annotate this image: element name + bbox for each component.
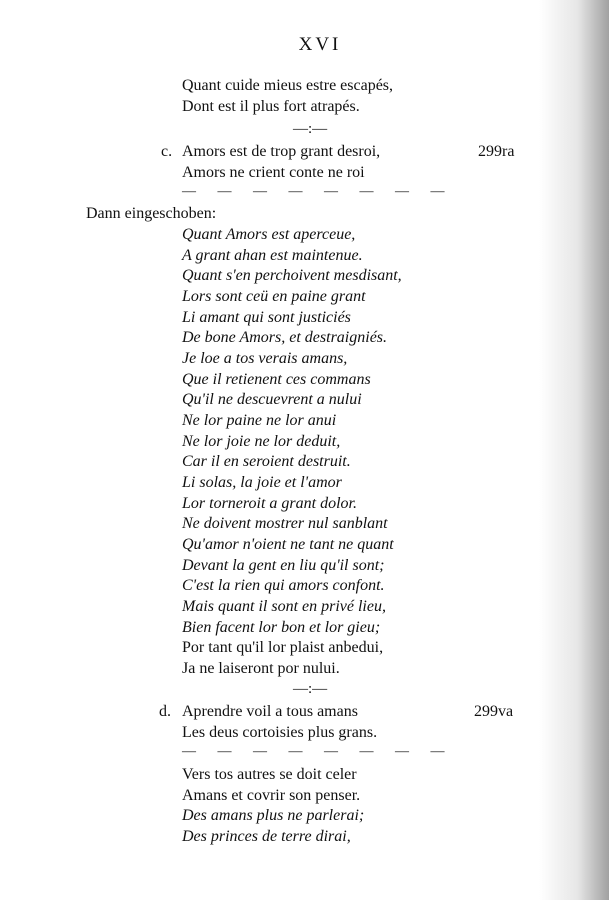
italic-verse-line: Ne lor paine ne lor anui <box>182 412 337 429</box>
italic-verse-line: Quant Amors est aperceue, <box>182 226 356 243</box>
italic-verse-line: Li solas, la joie et l'amor <box>182 474 342 491</box>
italic-verse-line: Li amant qui sont justiciés <box>182 309 351 326</box>
section-marker-c: c. <box>161 143 173 160</box>
italic-verse-line: A grant ahan est maintenue. <box>182 247 363 264</box>
verse-line: Amors ne crient conte ne roi <box>182 164 365 181</box>
interpolation-label: Dann eingeschoben: <box>86 205 217 222</box>
omission-dashes: — — — — — — — — <box>182 744 454 759</box>
verse-line: Aprendre voil a tous amans <box>182 703 358 720</box>
folio-reference-c: 299ra <box>478 143 515 160</box>
italic-verse-line: Qu'il ne descuevrent a nului <box>182 391 362 408</box>
italic-verse-line: Devant la gent en liu qu'il sont; <box>182 557 385 574</box>
italic-verse-line: Que il retienent ces commans <box>182 371 371 388</box>
section-marker-d: d. <box>159 703 171 720</box>
section-separator: —:— <box>293 681 328 697</box>
italic-verse-line: Car il en seroient destruit. <box>182 453 351 470</box>
verse-line: Amans et covrir son penser. <box>182 787 361 804</box>
italic-verse-line: Je loe a tos verais amans, <box>182 350 348 367</box>
italic-verse-line: De bone Amors, et destraigniés. <box>182 329 388 346</box>
verse-line: Amors est de trop grant desroi, <box>182 143 381 160</box>
italic-verse-line: Des amans plus ne parlerai; <box>182 807 365 824</box>
italic-verse-line: Mais quant il sont en privé lieu, <box>182 598 386 615</box>
verse-line: Por tant qu'il lor plaist anbedui, <box>182 639 384 656</box>
italic-verse-line: Des princes de terre dirai, <box>182 828 351 845</box>
italic-verse-line: Ne lor joie ne lor deduit, <box>182 433 341 450</box>
italic-verse-line: Quant s'en perchoivent mesdisant, <box>182 267 402 284</box>
folio-reference-d: 299va <box>474 703 514 720</box>
italic-verse-line: Lors sont ceü en paine grant <box>182 288 366 305</box>
verse-line: Vers tos autres se doit celer <box>182 766 357 783</box>
verse-line: Ja ne laiseront por nului. <box>182 660 340 677</box>
italic-verse-line: Ne doivent mostrer nul sanblant <box>182 515 388 532</box>
italic-verse-line: C'est la rien qui amors confont. <box>182 577 385 594</box>
omission-dashes: — — — — — — — — <box>182 184 454 199</box>
italic-verse-line: Bien facent lor bon et lor gieu; <box>182 619 381 636</box>
verse-line: Les deus cortoisies plus grans. <box>182 724 378 741</box>
verse-line: Dont est il plus fort atrapés. <box>182 98 360 115</box>
section-separator: —:— <box>293 121 328 137</box>
page-edge-shadow <box>539 0 609 900</box>
verse-line: Quant cuide mieus estre escapés, <box>182 77 394 94</box>
page-number: XVI <box>298 34 342 55</box>
italic-verse-line: Lor torneroit a grant dolor. <box>182 495 357 512</box>
italic-verse-line: Qu'amor n'oient ne tant ne quant <box>182 536 394 553</box>
